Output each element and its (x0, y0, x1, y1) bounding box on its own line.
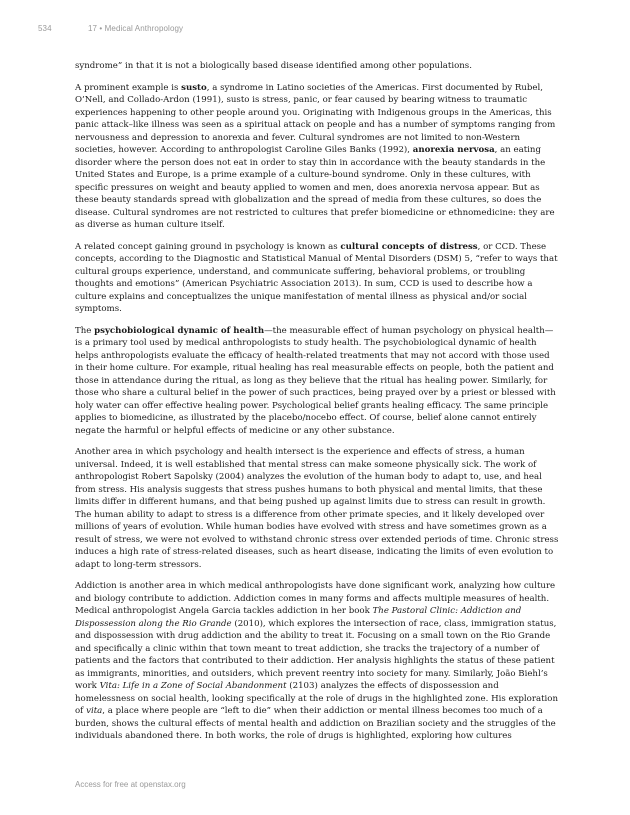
paragraph-continued (75, 60, 559, 73)
paragraph-text: The (75, 325, 95, 336)
paragraph-susto (75, 82, 559, 232)
paragraph-text: , or CCD. These concepts, according to the Diagnostic and Statistical Manual of Mental Disorders (DSM) 5, “refer to ways that cultural groups experience, understand, and communicate suffering, behavioral problems, or troubling thoughts and emotions” (American Psychiatric Association 2013). In sum, CCD is used to describe how a culture explains and conceptualizes the unique manifestation of mental illness as physical and/or social symptoms. (75, 241, 558, 314)
paragraph-text: A prominent example is (75, 82, 182, 93)
footer-access-link[interactable]: Access for free at openstax.org (75, 780, 186, 789)
page-body (75, 60, 559, 752)
book-title-pastoral-clinic: The Pastoral Clinic: Addiction and Dispossession along the Rio Grande (75, 606, 522, 629)
key-term-psychobiological-dynamic: psychobiological dynamic of health (94, 325, 265, 336)
page-footer (75, 780, 186, 789)
key-term-anorexia-nervosa: anorexia nervosa (412, 145, 495, 155)
paragraph-text: A related concept gaining ground in psychology is known as (75, 241, 341, 252)
page-number: 534 (38, 24, 52, 33)
paragraph-text: , a place where people are “left to die” when their addiction or mental illness becomes too much of a burden, shows the cultural effects of mental health and addiction on Brazilian society and the struggles of the individuals abandoned there. In both works, the role of drugs is highlighted, exploring how cultures (75, 706, 556, 741)
paragraph-text: —the measurable effect of human psychology on physical health—is a primary tool used by medical anthropologists to study health. The psychobiological dynamic of health helps anthropologists evaluate the efficacy of health-related treatments that may not accord with those used in their home culture. For example, ritual healing has real measurable effects on people, both the patient and those in attendance during the ritual, as long as they believe that the ritual has healing power. Similarly, for those who share a cultural belief in the power of such practices, being prayed over by a priest or blessed with holy water can offer effective healing power. Psychological belief grants healing efficacy. The same principle applies to biomedicine, as illustrated by the placebo/nocebo effect. Of course, belief alone cannot entirely negate the harmful or helpful effects of medicine or any other substance. (75, 325, 556, 436)
page-header (38, 24, 592, 33)
paragraph-ccd (75, 241, 559, 316)
paragraph-text: syndrome” in that it is not a biologically based disease identified among other populations. (75, 61, 472, 71)
paragraph-text: , a syndrome in Latino societies of the Americas. First documented by Rubel, O’Nell, and Collado-Ardon (1991), susto is stress, panic, or fear caused by bearing witness to traumatic experiences happening to other people around you. Originating with Indigenous groups in the Americas, this panic attack–like illness was seen as a spiritual attack on people and has a number of symptoms ranging from nervousness and depression to anorexia and fever. Cultural syndromes are not limited to non-Western societies, however. According to anthropologist Caroline Giles Banks (1992), (75, 82, 556, 155)
key-term-susto: susto (181, 82, 207, 93)
key-term-cultural-concepts-of-distress: cultural concepts of distress (340, 241, 478, 252)
term-vita: vita (86, 706, 103, 716)
paragraph-psychobiological (75, 325, 559, 438)
paragraph-stress (75, 446, 559, 571)
paragraph-text: Another area in which psychology and health intersect is the experience and effects of stress, a human universal. Indeed, it is well established that mental stress can make someone physically sick. The work of anthropologist Robert Sapolsky (2004) analyzes the evolution of the human body to adapt to, use, and heal from stress. His analysis suggests that stress pushes humans to both physical and mental limits, that these limits differ in different humans, and that being pushed up against limits due to stress can result in growth. The human ability to adapt to stress is a difference from other primate species, and it likely developed over millions of years of evolution. While human bodies have evolved with stress and have sometimes grown as a result of stress, we were not evolved to withstand chronic stress over extended periods of time. Chronic stress induces a high rate of stress-related diseases, such as heart disease, indicating the limits of even evolution to adapt to long-term stressors. (75, 447, 559, 570)
paragraph-text: (2103) analyzes the effects of dispossession and homelessness on social health, looking specifically at the role of drugs in the highlighted zone. His exploration of (75, 681, 558, 716)
paragraph-text: , an eating disorder where the person does not eat in order to stay thin in accordance with the beauty standards in the United States and Europe, is a prime example of a culture-bound syndrome. Only in these cultures, with specific pressures on weight and beauty applied to women and men, does anorexia nervosa appear. But as these beauty standards spread with globalization and the spread of media from these cultures, so does the disease. Cultural syndromes are not restricted to cultures that prefer biomedicine or ethnomedicine: they are as diverse as human culture itself. (75, 145, 555, 230)
chapter-title: 17 • Medical Anthropology (88, 24, 184, 33)
paragraph-addiction (75, 580, 559, 743)
paragraph-text: (2010), which explores the intersection of race, class, immigration status, and dispossession with drug addiction and the ability to treat it. Focusing on a small town on the Rio Grande and specifically a clinic within that town meant to treat addiction, she tracks the trajectory of a number of patients and the factors that contributed to their addiction. Her analysis highlights the status of these patient as immigrants, minorities, and outsiders, which prevent reentry into society for many. Similarly, João Biehl’s work (75, 618, 557, 691)
book-title-vita: Vita: Life in a Zone of Social Abandonment (99, 681, 287, 691)
paragraph-text: Addiction is another area in which medical anthropologists have done significant work, analyzing how culture and biology contribute to addiction. Addiction comes in many forms and affects multiple measures of health. Medical anthropologist Angela Garcia tackles addiction in her book (75, 581, 556, 616)
